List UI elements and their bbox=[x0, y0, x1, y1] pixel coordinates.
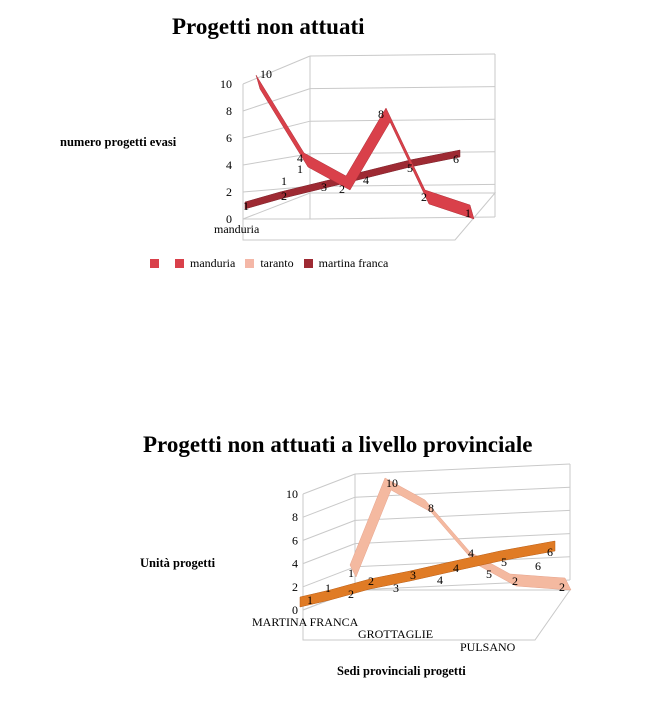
chart1-gridline bbox=[310, 54, 495, 56]
chart2-data-label: 2 bbox=[512, 574, 518, 588]
chart1-data-label: 6 bbox=[453, 152, 459, 166]
chart2-data-label: 6 bbox=[535, 559, 541, 573]
chart1-gridline bbox=[310, 119, 495, 121]
chart1-y-tick: 6 bbox=[226, 131, 232, 145]
chart2-data-label: 4 bbox=[437, 573, 443, 587]
chart1-y-tick: 2 bbox=[226, 185, 232, 199]
chart1-data-label: 1 bbox=[297, 162, 303, 176]
chart1-data-label: 4 bbox=[363, 173, 369, 187]
chart1-data-label: 2 bbox=[281, 189, 287, 203]
chart1-data-label: 4 bbox=[297, 151, 303, 165]
chart2-side-gridline bbox=[303, 544, 355, 564]
chart1-legend-label: manduria bbox=[190, 256, 236, 270]
chart1-y-axis-label: numero progetti evasi bbox=[60, 135, 177, 149]
chart2-title: Progetti non attuati a livello provinciale bbox=[143, 432, 533, 457]
chart2-data-label: 3 bbox=[410, 568, 416, 582]
chart2-y-tick: 10 bbox=[286, 487, 298, 501]
chart2-data-label: 3 bbox=[393, 581, 399, 595]
chart1-series-manduria bbox=[256, 75, 474, 219]
chart2-side-gridline bbox=[303, 497, 355, 517]
chart2-gridline bbox=[355, 464, 570, 474]
chart2-side-gridline bbox=[303, 474, 355, 494]
chart2-data-label: 1 bbox=[307, 593, 313, 607]
chart1-data-label: 5 bbox=[407, 161, 413, 175]
chart1-y-tick: 0 bbox=[226, 212, 232, 226]
chart2-data-label: 2 bbox=[368, 574, 374, 588]
chart1-plot bbox=[243, 54, 495, 240]
chart2-data-label: 5 bbox=[501, 555, 507, 569]
chart2-gridline bbox=[355, 534, 570, 544]
chart2-data-label: 4 bbox=[468, 546, 474, 560]
chart2-data-label: 1 bbox=[348, 566, 354, 580]
chart1-x-tick: manduria bbox=[214, 222, 260, 236]
chart1-legend-label: martina franca bbox=[318, 256, 389, 270]
chart2-data-label: 1 bbox=[325, 581, 331, 595]
chart2-x-tick: PULSANO bbox=[460, 640, 516, 654]
chart2-data-label: 5 bbox=[486, 567, 492, 581]
chart1-data-label: 2 bbox=[339, 182, 345, 196]
chart1-side-gridline bbox=[243, 89, 310, 111]
chart2-y-axis-label: Unità progetti bbox=[140, 556, 216, 570]
chart2-y-tick: 4 bbox=[292, 556, 298, 571]
chart2-x-tick: GROTTAGLIE bbox=[358, 627, 434, 641]
chart1-y-tick: 4 bbox=[226, 158, 232, 172]
chart2-side-gridline bbox=[303, 520, 355, 540]
chart2-x-tick: MARTINA FRANCA bbox=[252, 615, 359, 629]
chart1-side-gridline bbox=[243, 121, 310, 138]
chart2-data-label: 10 bbox=[386, 476, 398, 490]
chart2-data-label: 2 bbox=[348, 587, 354, 601]
chart1-gridline bbox=[310, 87, 495, 89]
chart2-y-tick: 2 bbox=[292, 579, 298, 594]
chart2-series-back bbox=[350, 478, 571, 590]
chart2-plot bbox=[300, 464, 571, 640]
chart2-x-axis-label: Sedi provinciali progetti bbox=[337, 664, 466, 678]
chart1-data-label: 3 bbox=[321, 180, 327, 194]
chart1-side-gridline bbox=[243, 56, 310, 84]
chart2-y-tick: 8 bbox=[292, 510, 298, 525]
chart1-data-label: 1 bbox=[243, 199, 249, 213]
chart2-data-label: 2 bbox=[559, 580, 565, 594]
chart1-data-label: 1 bbox=[281, 174, 287, 188]
chart1-title: Progetti non attuati bbox=[172, 14, 365, 39]
chart2-data-label: 4 bbox=[453, 561, 459, 575]
chart1-y-tick: 8 bbox=[226, 104, 232, 118]
chart1-data-label: 1 bbox=[465, 206, 471, 220]
chart2-gridline bbox=[355, 510, 570, 520]
chart2-data-label: 8 bbox=[428, 501, 434, 515]
chart1-data-label: 8 bbox=[378, 107, 384, 121]
chart2-y-tick: 6 bbox=[292, 533, 298, 548]
chart1-gridline bbox=[310, 152, 495, 154]
chart2-y-tick: 0 bbox=[292, 603, 298, 617]
chart1-y-tick: 10 bbox=[220, 77, 232, 91]
chart2-data-label: 6 bbox=[547, 545, 553, 559]
chart1-data-label: 10 bbox=[260, 67, 272, 81]
chart1-legend-label: taranto bbox=[260, 256, 294, 270]
chart1-data-label: 2 bbox=[421, 190, 427, 204]
